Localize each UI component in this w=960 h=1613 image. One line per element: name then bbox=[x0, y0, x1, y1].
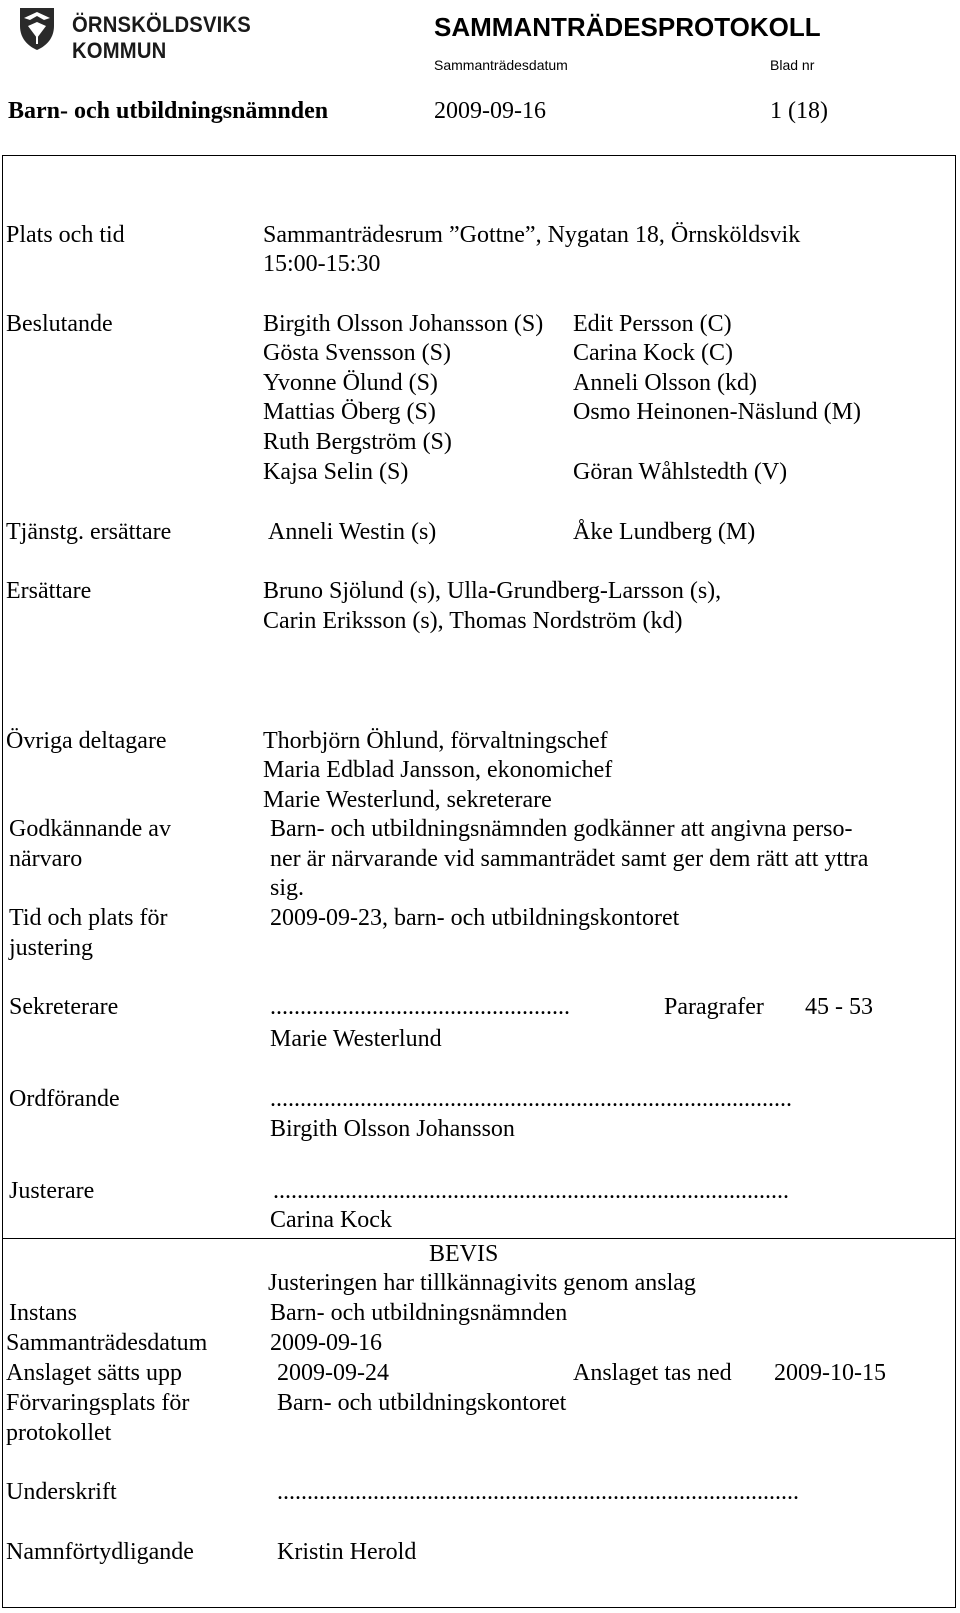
removed-label: Anslaget tas ned bbox=[573, 1360, 732, 1386]
approval-text: sig. bbox=[270, 875, 305, 901]
signature-label: Underskrift bbox=[6, 1479, 117, 1505]
name-clarification-label: Namnförtydligande bbox=[6, 1539, 194, 1565]
certificate-title: BEVIS bbox=[429, 1241, 499, 1267]
signature-line: ....................................................................................... bbox=[277, 1479, 799, 1505]
municipality-name: ÖRNSKÖLDSVIKS KOMMUN bbox=[72, 12, 251, 63]
secretary-name: Marie Westerlund bbox=[270, 1026, 442, 1052]
name-clarification-value: Kristin Herold bbox=[277, 1539, 417, 1565]
instance-value: Barn- och utbildningsnämnden bbox=[270, 1300, 568, 1326]
approval-text: ner är närvarande vid sammanträdet samt ger dem rätt att yttra bbox=[270, 846, 869, 872]
storage-value: Barn- och utbildningskontoret bbox=[277, 1390, 567, 1416]
decider-right: Osmo Heinonen-Näslund (M) bbox=[573, 399, 861, 425]
substitutes-label: Ersättare bbox=[6, 578, 92, 604]
instance-label: Instans bbox=[9, 1300, 77, 1326]
document-type: SAMMANTRÄDESPROTOKOLL bbox=[434, 12, 821, 42]
certificate-date-value: 2009-09-16 bbox=[270, 1330, 382, 1356]
date-column-label: Sammanträdesdatum bbox=[434, 57, 568, 73]
decider-right: Anneli Olsson (kd) bbox=[573, 370, 757, 396]
secretary-signature-line: .................................................. bbox=[270, 994, 570, 1020]
decider-left: Yvonne Ölund (S) bbox=[263, 370, 438, 396]
posted-value: 2009-09-24 bbox=[277, 1360, 389, 1386]
place-value: Sammanträdesrum ”Gottne”, Nygatan 18, Örnsköldsvik bbox=[263, 222, 801, 248]
adjustment-value: 2009-09-23, barn- och utbildningskontoret bbox=[270, 905, 680, 931]
secretary-label: Sekreterare bbox=[9, 994, 119, 1020]
adjuster-label: Justerare bbox=[9, 1178, 95, 1204]
adjuster-signature-line: ...................................................................................... bbox=[273, 1178, 789, 1204]
paragraphs-value: 45 - 53 bbox=[805, 994, 873, 1020]
storage-label: protokollet bbox=[6, 1420, 112, 1446]
paragraphs-label: Paragrafer bbox=[664, 994, 764, 1020]
adjuster-name: Carina Kock bbox=[270, 1207, 392, 1233]
certificate-date-label: Sammanträdesdatum bbox=[6, 1330, 208, 1356]
decider-left: Gösta Svensson (S) bbox=[263, 340, 452, 366]
decider-left: Kajsa Selin (S) bbox=[263, 459, 409, 485]
decider-right: Carina Kock (C) bbox=[573, 340, 733, 366]
adjustment-label: Tid och plats för bbox=[9, 905, 168, 931]
decider-left: Mattias Öberg (S) bbox=[263, 399, 436, 425]
chair-signature-line: ....................................................................................... bbox=[270, 1086, 792, 1112]
storage-label: Förvaringsplats för bbox=[6, 1390, 190, 1416]
approval-text: Barn- och utbildningsnämnden godkänner att angivna perso- bbox=[270, 816, 853, 842]
page-number: 1 (18) bbox=[770, 98, 828, 124]
municipality-logo bbox=[14, 4, 324, 63]
deciders-label: Beslutande bbox=[6, 311, 113, 337]
time-value: 15:00-15:30 bbox=[263, 251, 381, 277]
adjustment-label: justering bbox=[9, 935, 93, 961]
decider-left: Birgith Olsson Johansson (S) bbox=[263, 311, 544, 337]
others-label: Övriga deltagare bbox=[6, 728, 167, 754]
approval-label: Godkännande av bbox=[9, 816, 171, 842]
chair-name: Birgith Olsson Johansson bbox=[270, 1116, 515, 1142]
other-participant: Thorbjörn Öhlund, förvaltningschef bbox=[263, 728, 608, 754]
other-participant: Maria Edblad Jansson, ekonomichef bbox=[263, 757, 613, 783]
decider-left: Ruth Bergström (S) bbox=[263, 429, 452, 455]
chair-label: Ordförande bbox=[9, 1086, 120, 1112]
substitutes-line: Bruno Sjölund (s), Ulla-Grundberg-Larsson (s), bbox=[263, 578, 722, 604]
certificate-subtitle: Justeringen har tillkännagivits genom anslag bbox=[268, 1270, 696, 1296]
decider-right: Edit Persson (C) bbox=[573, 311, 732, 337]
posted-label: Anslaget sätts upp bbox=[6, 1360, 182, 1386]
board-name: Barn- och utbildningsnämnden bbox=[8, 98, 329, 124]
page-column-label: Blad nr bbox=[770, 57, 815, 73]
meeting-date: 2009-09-16 bbox=[434, 98, 546, 124]
serving-substitutes-label: Tjänstg. ersättare bbox=[6, 519, 172, 545]
approval-label: närvaro bbox=[9, 846, 83, 872]
serving-substitute-left: Anneli Westin (s) bbox=[268, 519, 437, 545]
removed-value: 2009-10-15 bbox=[774, 1360, 886, 1386]
serving-substitute-right: Åke Lundberg (M) bbox=[573, 519, 756, 545]
substitutes-line: Carin Eriksson (s), Thomas Nordström (kd) bbox=[263, 608, 683, 634]
decider-right: Göran Wåhlstedth (V) bbox=[573, 459, 788, 485]
coat-of-arms-icon bbox=[14, 4, 60, 52]
place-label: Plats och tid bbox=[6, 222, 125, 248]
other-participant: Marie Westerlund, sekreterare bbox=[263, 787, 552, 813]
